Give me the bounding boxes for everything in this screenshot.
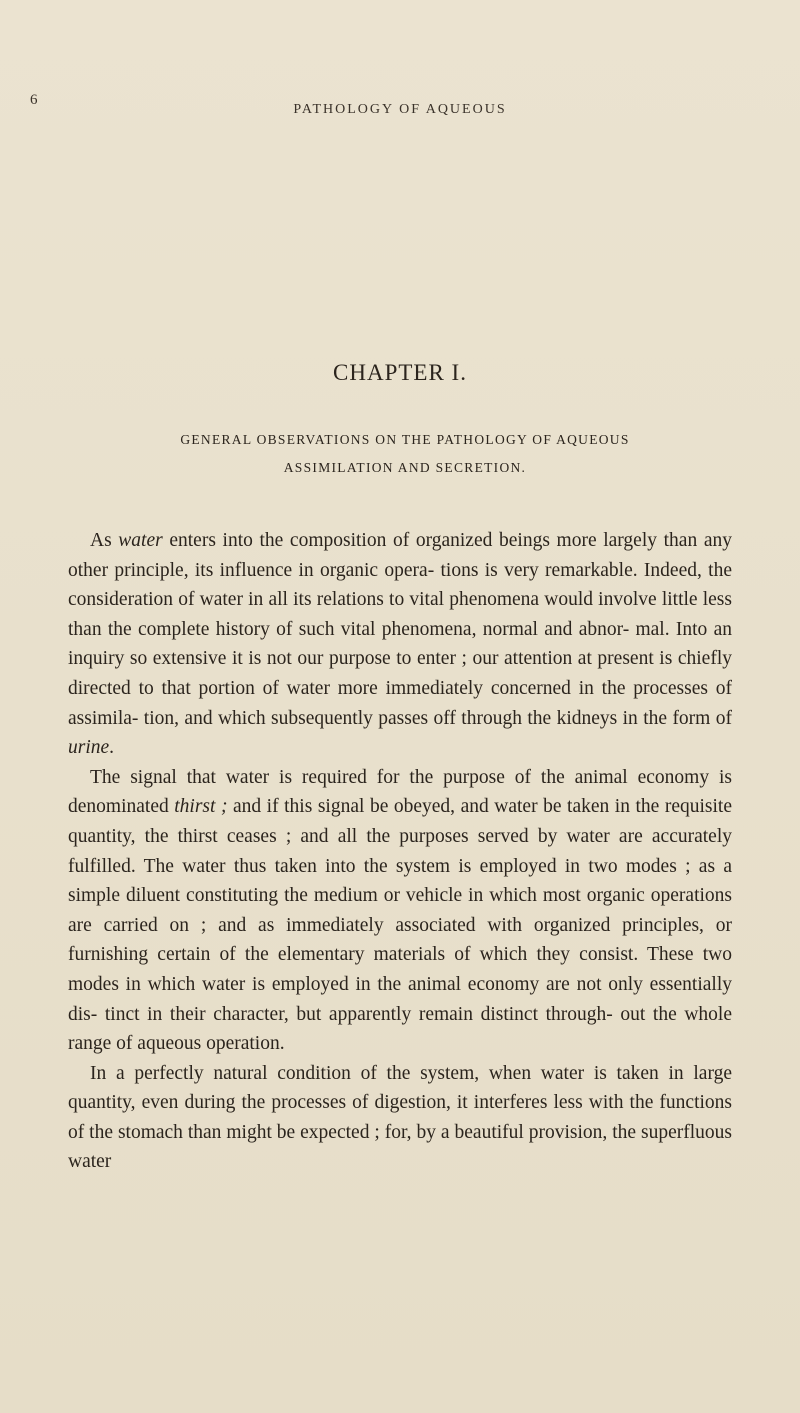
running-head: PATHOLOGY OF AQUEOUS <box>293 102 507 117</box>
paragraph-1 <box>68 526 732 763</box>
paragraph-1-emphasis-water: water <box>118 530 163 551</box>
paragraph-1-body: enters into the composition of organized beings more largely than any other principle, its influence in organic opera- tions is very remarkable. Indeed, the consideration of water in all its relations to vital phenomena would involve little less than the complete history of such vital phenomena, normal and abnor- mal. Into an inquiry so extensive it is not our purpose to enter ; our attention at present is chiefly directed to that portion of water more immediately concerned in the processes of assimila- tion, and which subsequently passes off through the kidneys in the form of <box>68 530 732 729</box>
paragraph-1-emphasis-urine: urine <box>68 737 110 759</box>
paragraph-2-emphasis-thirst: thirst ; <box>174 796 228 818</box>
paragraph-1-lead: As <box>90 530 119 551</box>
paragraph-1-tail: . <box>109 737 115 759</box>
page-number: 6 <box>30 92 38 108</box>
paragraph-2-body: and if this signal be obeyed, and water be taken in the requisite quantity, the thirst ceases ; and all the purposes served by water are accurately fulfilled. The water thus taken into the system is employed in two modes ; as a simple diluent constituting the medium or vehicle in which most organic operations are carried on ; and as immediately associated with organized principles, or furnishing certain of the elementary materials of which they consist. These two modes in which water is employed in the animal economy are not only essentially dis- tinct in their character, but apparently remain distinct through- out the whole range of aqueous operation. <box>68 796 732 1055</box>
paragraph-2 <box>68 763 732 1059</box>
paragraph-3-body: In a perfectly natural condition of the system, when water is taken in large quantity, even during the processes of digestion, it interferes less with the functions of the stomach than might be expected ; for, by a beautiful provision, the superfluous water <box>68 1062 732 1173</box>
paragraph-3 <box>68 1059 732 1177</box>
section-heading <box>100 426 710 482</box>
body-text <box>68 526 732 1177</box>
section-heading-line-2: ASSIMILATION AND SECRETION. <box>283 460 527 475</box>
paragraph-2-lead: The signal that water is required for the purpose of the animal economy is denominated <box>68 766 732 818</box>
section-heading-line-1: GENERAL OBSERVATIONS ON THE PATHOLOGY OF AQUEOUS <box>180 432 630 447</box>
chapter-title: CHAPTER I. <box>333 360 467 385</box>
